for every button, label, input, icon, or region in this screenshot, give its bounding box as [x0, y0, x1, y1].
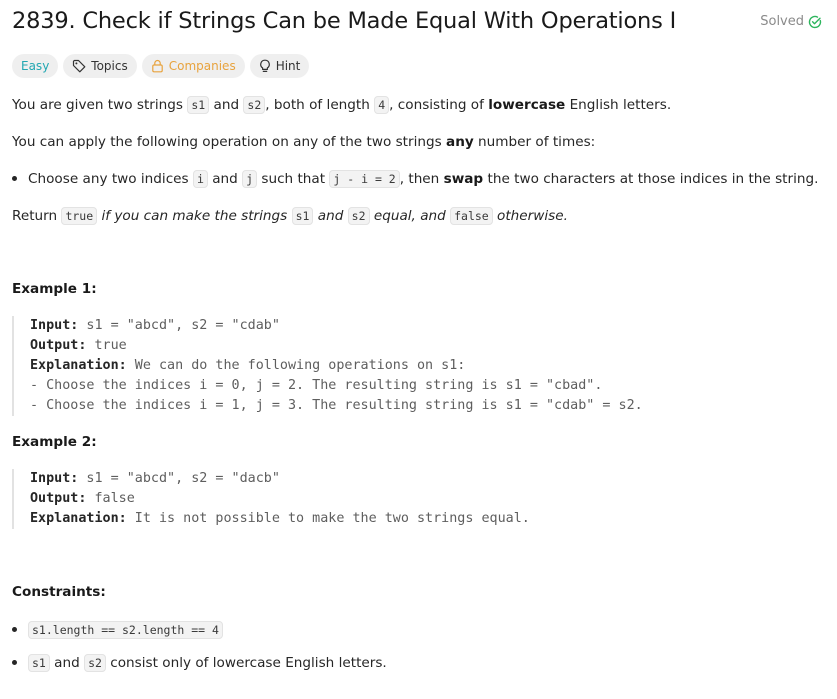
inline-code: true [61, 207, 97, 225]
text: English letters. [565, 97, 672, 113]
italic-text: and [313, 208, 348, 224]
topics-label: Topics [91, 59, 128, 73]
italic-text: otherwise. [492, 208, 568, 224]
problem-title[interactable]: 2839. Check if Strings Can be Made Equal With Operations I [12, 8, 677, 34]
companies-label: Companies [168, 59, 236, 73]
inline-code: s2 [348, 207, 370, 225]
inline-code: 4 [374, 96, 389, 114]
bold-text: any [446, 134, 474, 150]
explanation-value: We can do the following operations on s1: [126, 358, 466, 373]
input-label: Input: [30, 318, 79, 333]
explanation-label: Explanation: [30, 358, 127, 373]
solved-label: Solved [760, 14, 804, 29]
bold-text: swap [443, 171, 484, 187]
difficulty-badge: Easy [12, 54, 58, 78]
check-circle-icon [808, 15, 822, 29]
text: , consisting of [389, 97, 489, 113]
output-value: true [86, 338, 127, 353]
paragraph-intro [12, 95, 671, 115]
text: You are given two strings [12, 97, 188, 113]
bullet-dot [12, 627, 17, 632]
bullet-dot [12, 176, 17, 181]
paragraph-operation [12, 132, 595, 152]
inline-code: s1.length == s2.length == 4 [28, 621, 223, 639]
text: Choose any two indices [28, 171, 193, 187]
italic-text: equal, and [369, 208, 451, 224]
tag-row [12, 54, 309, 78]
inline-code: j - i = 2 [329, 170, 399, 188]
input-label: Input: [30, 471, 79, 486]
text: and [49, 655, 85, 671]
inline-code: i [193, 170, 208, 188]
operation-bullet [12, 169, 818, 189]
example-1-box [12, 316, 643, 416]
hint-label: Hint [275, 59, 301, 73]
example-2-box [12, 469, 530, 529]
output-value: false [86, 491, 135, 506]
bold-text: lowercase [488, 97, 566, 113]
paragraph-return [12, 206, 568, 226]
constraints-title: Constraints: [12, 584, 106, 600]
inline-code: s1 [187, 96, 209, 114]
tag-icon [72, 59, 86, 73]
inline-code: s2 [243, 96, 265, 114]
text: such that [257, 171, 330, 187]
example-1-title: Example 1: [12, 281, 97, 297]
text: consist only of lowercase English letters. [105, 655, 387, 671]
inline-code: j [242, 170, 257, 188]
output-label: Output: [30, 491, 87, 506]
explanation-value: It is not possible to make the two strings equal. [126, 511, 530, 526]
hint-button[interactable] [250, 54, 310, 78]
topics-button[interactable] [63, 54, 136, 78]
explanation-line: - Choose the indices i = 1, j = 3. The resulting string is s1 = "cdab" = s2. [30, 398, 643, 413]
title-row [12, 8, 827, 40]
text: , both of length [265, 97, 375, 113]
companies-button[interactable] [142, 54, 245, 78]
example-2-title: Example 2: [12, 434, 97, 450]
inline-code: s1 [292, 207, 314, 225]
italic-text: if you can make the strings [97, 208, 292, 224]
bullet-dot [12, 660, 17, 665]
input-value: s1 = "abcd", s2 = "cdab" [78, 318, 280, 333]
explanation-line: - Choose the indices i = 0, j = 2. The resulting string is s1 = "cbad". [30, 378, 603, 393]
text: the two characters at those indices in the string. [483, 171, 819, 187]
text: Return [12, 208, 62, 224]
text: , then [399, 171, 444, 187]
text: and [207, 171, 243, 187]
text: and [209, 97, 244, 113]
solved-status [760, 14, 822, 29]
constraint-item [12, 653, 387, 673]
text: You can apply the following operation on any of the two strings [12, 134, 447, 150]
output-label: Output: [30, 338, 87, 353]
input-value: s1 = "abcd", s2 = "dacb" [78, 471, 280, 486]
text: number of times: [473, 134, 596, 150]
lock-icon [151, 59, 164, 73]
inline-code: false [450, 207, 493, 225]
inline-code: s2 [84, 654, 106, 672]
explanation-label: Explanation: [30, 511, 127, 526]
inline-code: s1 [28, 654, 50, 672]
constraint-item [12, 620, 223, 640]
lightbulb-icon [259, 59, 271, 73]
